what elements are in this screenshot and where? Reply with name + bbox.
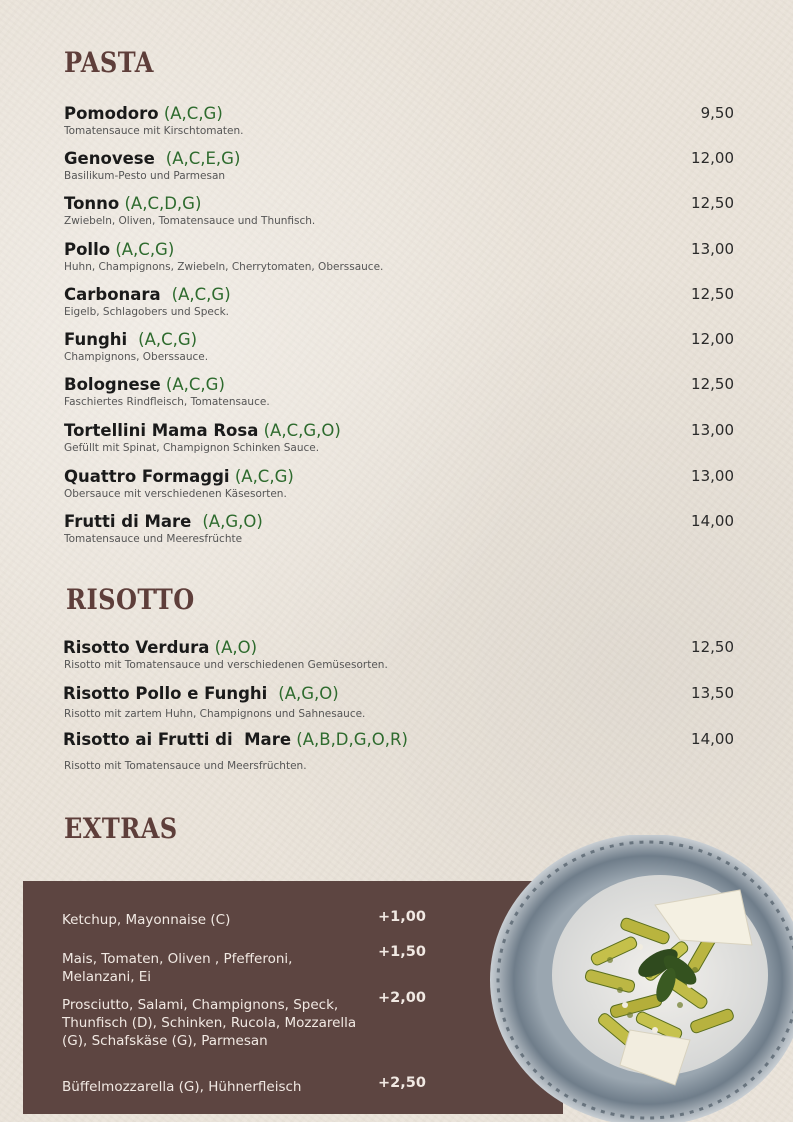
- menu-item: [64, 285, 734, 325]
- item-price: 9,50: [700, 104, 734, 122]
- menu-item: [64, 512, 734, 552]
- item-name: Tortellini Mama Rosa (A,C,G,O): [64, 421, 341, 440]
- extra-item-price: +1,00: [378, 909, 426, 925]
- item-description: Risotto mit Tomatensauce und Meersfrüchten.: [64, 760, 307, 772]
- menu-item: [64, 375, 734, 415]
- allergen-codes: (A,C,D,G): [119, 194, 202, 213]
- menu-item: [63, 638, 734, 678]
- menu-item: [63, 730, 734, 776]
- item-description: Huhn, Champignons, Zwiebeln, Cherrytomaten, Oberssauce.: [64, 261, 384, 273]
- item-name: Frutti di Mare (A,G,O): [64, 512, 263, 531]
- item-price: 14,00: [691, 512, 734, 530]
- allergen-codes: (A,C,G): [158, 104, 223, 123]
- item-description: Risotto mit Tomatensauce und verschiedenen Gemüsesorten.: [64, 659, 388, 671]
- item-price: 12,50: [691, 638, 734, 656]
- item-name: Risotto Pollo e Funghi (A,G,O): [63, 684, 339, 703]
- item-description: Obersauce mit verschiedenen Käsesorten.: [64, 488, 287, 500]
- extra-item-name: Mais, Tomaten, Oliven , Pfefferoni, Melanzani, Ei: [62, 951, 293, 985]
- menu-item: [64, 240, 734, 280]
- item-description: Tomatensauce mit Kirschtomaten.: [64, 125, 244, 137]
- plate-of-pesto-penne-icon: [490, 835, 793, 1122]
- item-price: 13,00: [691, 240, 734, 258]
- allergen-codes: (A,C,E,G): [160, 149, 241, 168]
- item-description: Eigelb, Schlagobers und Speck.: [64, 306, 230, 318]
- item-price: 13,50: [691, 684, 734, 702]
- item-price: 12,00: [691, 149, 734, 167]
- allergen-codes: (A,C,G): [132, 330, 198, 349]
- extra-item-price: +1,50: [378, 944, 426, 960]
- extra-item-name: Büffelmozzarella (G), Hühnerfleisch: [62, 1079, 302, 1095]
- item-name: Bolognese (A,C,G): [64, 375, 225, 394]
- allergen-codes: (A,C,G,O): [258, 421, 341, 440]
- menu-item: [63, 684, 734, 724]
- item-description: Gefüllt mit Spinat, Champignon Schinken Sauce.: [64, 442, 320, 454]
- extra-item-price: +2,50: [378, 1075, 426, 1091]
- item-name: Carbonara (A,C,G): [64, 285, 231, 304]
- menu-item: [64, 421, 734, 461]
- item-price: 14,00: [691, 730, 734, 748]
- item-price: 13,00: [691, 467, 734, 485]
- item-description: Tomatensauce und Meeresfrüchte: [64, 533, 243, 545]
- allergen-codes: (A,O): [209, 638, 258, 657]
- allergen-codes: (A,C,G): [166, 285, 231, 304]
- extras-heading: EXTRAS: [64, 812, 178, 845]
- item-name: Funghi (A,C,G): [64, 330, 198, 349]
- allergen-codes: (A,B,D,G,O,R): [291, 730, 408, 749]
- item-description: Zwiebeln, Oliven, Tomatensauce und Thunfisch.: [64, 215, 316, 227]
- item-name: Risotto ai Frutti di Mare (A,B,D,G,O,R): [63, 730, 408, 749]
- allergen-codes: (A,C,G): [229, 467, 294, 486]
- menu-item: [64, 149, 734, 189]
- item-description: Faschiertes Rindfleisch, Tomatensauce.: [64, 396, 270, 408]
- item-description: Basilikum-Pesto und Parmesan: [64, 170, 226, 182]
- menu-item: [64, 104, 734, 144]
- menu-item: [64, 330, 734, 370]
- item-price: 12,50: [691, 375, 734, 393]
- allergen-codes: (A,G,O): [197, 512, 263, 531]
- menu-item: [64, 194, 734, 234]
- item-price: 12,50: [691, 285, 734, 303]
- extra-item-price: +2,00: [378, 990, 426, 1006]
- allergen-codes: (A,G,O): [273, 684, 339, 703]
- extra-item-name: Prosciutto, Salami, Champignons, Speck, Thunfisch (D), Schinken, Rucola, Mozzarella (G), Schafskäse (G), Parmesan: [62, 997, 357, 1049]
- allergen-codes: (A,C,G): [110, 240, 175, 259]
- item-name: Tonno (A,C,D,G): [64, 194, 202, 213]
- item-price: 12,00: [691, 330, 734, 348]
- item-description: Champignons, Oberssauce.: [64, 351, 209, 363]
- menu-item: [64, 467, 734, 507]
- item-name: Quattro Formaggi (A,C,G): [64, 467, 294, 486]
- pasta-heading: PASTA: [64, 46, 154, 79]
- item-name: Genovese (A,C,E,G): [64, 149, 241, 168]
- item-price: 12,50: [691, 194, 734, 212]
- extra-item-name: Ketchup, Mayonnaise (C): [62, 912, 231, 928]
- allergen-codes: (A,C,G): [160, 375, 225, 394]
- item-description: Risotto mit zartem Huhn, Champignons und Sahnesauce.: [64, 708, 366, 720]
- risotto-heading: RISOTTO: [66, 583, 195, 616]
- item-name: Pomodoro (A,C,G): [64, 104, 223, 123]
- item-name: Risotto Verdura (A,O): [63, 638, 258, 657]
- item-price: 13,00: [691, 421, 734, 439]
- item-name: Pollo (A,C,G): [64, 240, 175, 259]
